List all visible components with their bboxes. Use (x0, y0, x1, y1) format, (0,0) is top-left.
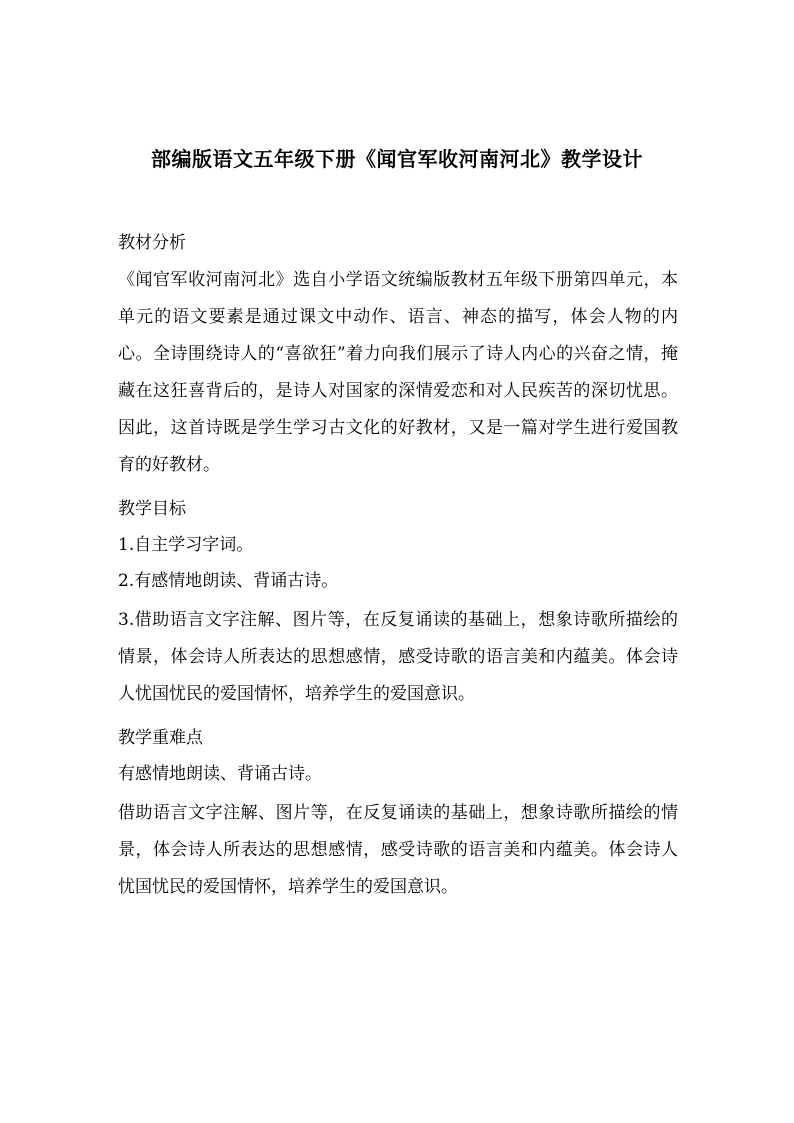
document-body (118, 228, 678, 906)
goal-item-2: 2.有感情地朗读、背诵古诗。 (118, 571, 339, 591)
goal-item-1: 1.自主学习字词。 (118, 535, 254, 555)
analysis-paragraph: 《闻官军收河南河北》选自小学语文统编版教材五年级下册第四单元，本单元的语文要素是通过课文中动作、语言、神态的描写，体会人物的内心。全诗围绕诗人的“喜欲狂”着力向我们展示了诗人内心的兴奋之情，掩藏在这狂喜背后的，是诗人对国家的深情爱恋和对人民疾苦的深切忧思。因此，这首诗既是学生学习古文化的好教材，又是一篇对学生进行爱国教育的好教材。 (118, 270, 678, 475)
section-heading-goals: 教学目标 (118, 499, 186, 519)
goal-item-3: 3.借助语言文字注解、图片等，在反复诵读的基础上，想象诗歌所描绘的情景，体会诗人所表达的思想感情，感受诗歌的语言美和内蕴美。体会诗人忧国忧民的爱国情怀，培养学生的爱国意识。 (118, 610, 678, 704)
section-heading-analysis: 教材分析 (118, 233, 186, 253)
key-point-item-1: 有感情地朗读、背诵古诗。 (118, 764, 322, 784)
document-title: 部编版语文五年级下册《闻官军收河南河北》教学设计 (151, 147, 643, 171)
section-heading-key-points: 教学重难点 (118, 728, 203, 748)
key-point-item-2: 借助语言文字注解、图片等，在反复诵读的基础上，想象诗歌所描绘的情景，体会诗人所表达的思想感情，感受诗歌的语言美和内蕴美。体会诗人忧国忧民的爱国情怀，培养学生的爱国意识。 (118, 803, 678, 897)
